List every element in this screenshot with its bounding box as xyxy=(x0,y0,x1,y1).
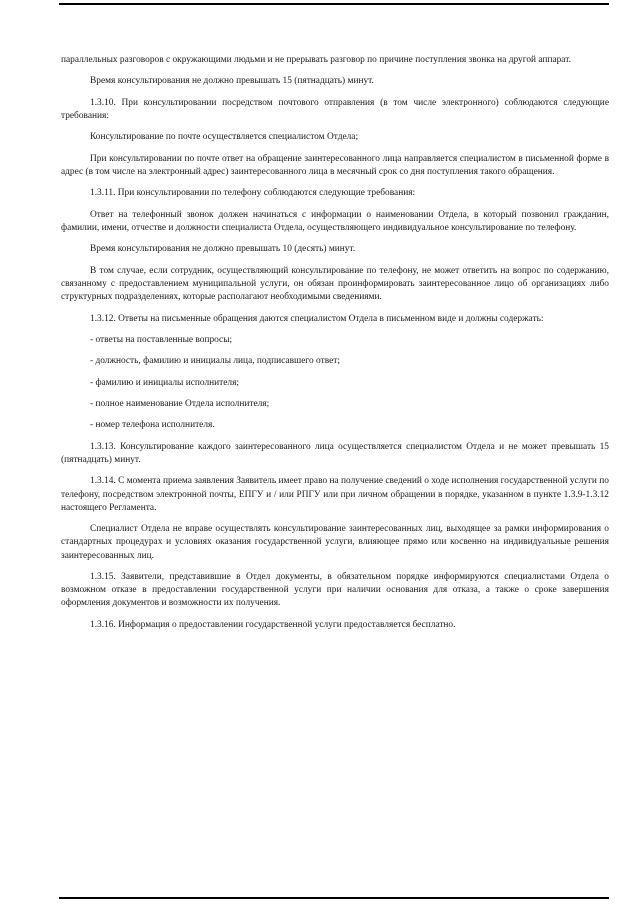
paragraph: Специалист Отдела не вправе осуществлять консультирование заинтересованных лиц, выходящее за рамки информирования о стандартных процедурах и условиях оказания государственной услуги, влияющее прямо или косвенно на индивидуальные решения заинтересованных лиц. xyxy=(61,524,609,561)
paragraph: 1.3.10. При консультировании посредством почтового отправления (в том числе электронного) соблюдаются следующие требования: xyxy=(61,97,609,121)
paragraph: 1.3.15. Заявители, представившие в Отдел документы, в обязательном порядке информируются специалистами Отдела о возможном отказе в предоставлении государственной услуги при наличии основания для отказа, а также о сроке завершения оформления документов и возможности их получения. xyxy=(61,572,609,609)
list-item: - фамилию и инициалы исполнителя; xyxy=(90,377,240,388)
paragraph: Консультирование по почте осуществляется специалистом Отдела; xyxy=(90,132,359,143)
paragraph: В том случае, если сотрудник, осуществляющий консультирование по телефону, не может ответить на вопрос по содержанию, связанному с предоставлением муниципальной услуги, он обязан проинформировать заинтересованное лицо об организациях либо структурных подразделениях, которые располагают необходимыми сведениями. xyxy=(61,265,609,303)
paragraph: Ответ на телефонный звонок должен начинаться с информации о наименовании Отдела, в который позвонил гражданин, фамилии, имени, отчестве и должности специалиста Отдела, осуществляющего индивидуальное консультирование по телефону. xyxy=(61,209,609,233)
document-body xyxy=(61,54,609,640)
top-rule xyxy=(59,3,609,5)
paragraph: 1.3.11. При консультировании по телефону соблюдаются следующие требования: xyxy=(90,188,416,199)
list-item: - полное наименование Отдела исполнителя; xyxy=(90,399,270,410)
bottom-rule xyxy=(59,897,609,899)
list-item: - должность, фамилию и инициалы лица, подписавшего ответ; xyxy=(90,356,340,367)
paragraph: 1.3.14. С момента приема заявления Заявитель имеет право на получение сведений о ходе исполнения государственной услуги по телефону, посредством электронной почты, ЕПГУ и / или РПГУ или при личном обращении в порядке, указанном в пункте 1.3.9-1.3.12 настоящего Регламента. xyxy=(61,476,609,513)
paragraph: 1.3.13. Консультирование каждого заинтересованного лица осуществляется специалистом Отдела и не может превышать 15 (пятнадцать) минут. xyxy=(61,441,609,466)
paragraph: Время консультирования не должно превышать 15 (пятнадцать) минут. xyxy=(90,76,374,87)
paragraph: Время консультирования не должно превышать 10 (десять) минут. xyxy=(90,244,356,255)
paragraph: При консультировании по почте ответ на обращение заинтересованного лица направляется специалистом в письменной форме в адрес (в том числе на электронный адрес) заинтересованного лица в месячный срок со дня поступления такого обращения. xyxy=(61,153,609,177)
list-item: - ответы на поставленные вопросы; xyxy=(90,334,233,345)
list-item: - номер телефона исполнителя. xyxy=(90,420,215,431)
paragraph-continuation: параллельных разговоров с окружающими людьми и не прерывать разговор по причине поступления звонка на другой аппарат. xyxy=(61,55,571,65)
paragraph: 1.3.12. Ответы на письменные обращения даются специалистом Отдела в письменном виде и должны содержать: xyxy=(90,313,544,324)
paragraph: 1.3.16. Информация о предоставлении государственной услуги предоставляется бесплатно. xyxy=(90,619,456,630)
